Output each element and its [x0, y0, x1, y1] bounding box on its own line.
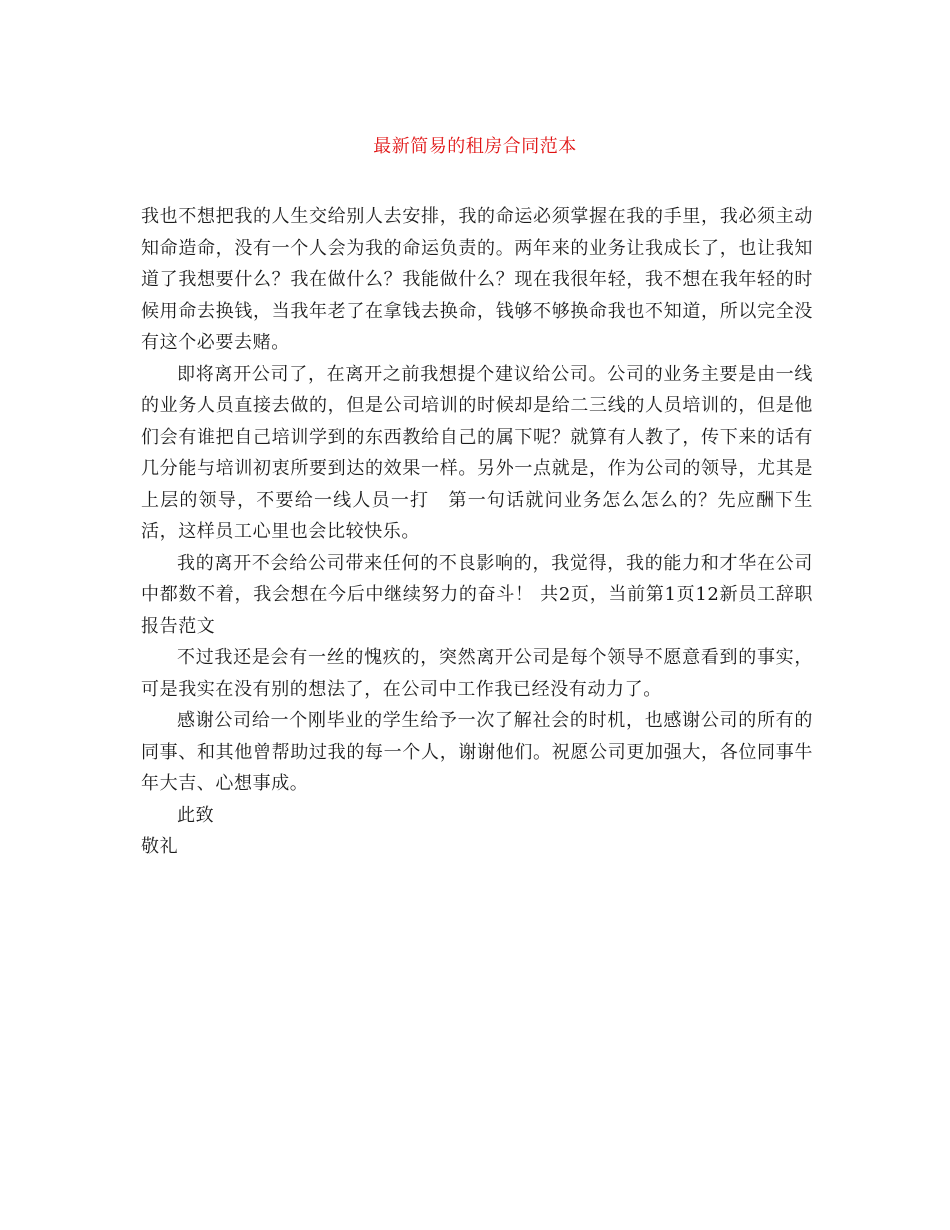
- paragraph-2: 即将离开公司了，在离开之前我想提个建议给公司。公司的业务主要是由一线的业务人员直接去做的，但是公司培训的时候却是给二三线的人员培训的，但是他们会有谁把自己培训学到的东西教给自己的属下呢？就算有人教了，传下来的话有几分能与培训初衷所要到达的效果一样。另外一点就是，作为公司的领导，尤其是上层的领导，不要给一线人员一打 第一句话就问业务怎么怎么的？先应酬下生活，这样员工心里也会比较快乐。: [141, 363, 813, 542]
- paragraph-5: 感谢公司给一个刚毕业的学生给予一次了解社会的时机，也感谢公司的所有的同事、和其他曾帮助过我的每一个人，谢谢他们。祝愿公司更加强大，各位同事牛年大吉、心想事成。: [141, 710, 813, 794]
- paragraph-4: 不过我还是会有一丝的愧疚的，突然离开公司是每个领导不愿意看到的事实，可是我实在没有别的想法了，在公司中工作我已经没有动力了。: [141, 647, 813, 700]
- paragraph-1: 我也不想把我的人生交给别人去安排，我的命运必须掌握在我的手里，我必须主动知命造命，没有一个人会为我的命运负责的。两年来的业务让我成长了，也让我知道了我想要什么？我在做什么？我能做什么？现在我很年轻，我不想在我年轻的时候用命去换钱，当我年老了在拿钱去换命，钱够不够换命我也不知道，所以完全没有这个必要去赌。: [141, 206, 813, 353]
- document-title: 最新简易的租房合同范本: [373, 136, 577, 157]
- closing-regards: 敬礼: [141, 836, 179, 857]
- paragraph-3: 我的离开不会给公司带来任何的不良影响的，我觉得，我的能力和才华在公司中都数不着，我会想在今后中继续努力的奋斗！ 共2页，当前第1页12新员工辞职报告范文: [141, 552, 813, 637]
- document-body: [141, 201, 813, 863]
- closing-salutation: 此致: [177, 804, 215, 826]
